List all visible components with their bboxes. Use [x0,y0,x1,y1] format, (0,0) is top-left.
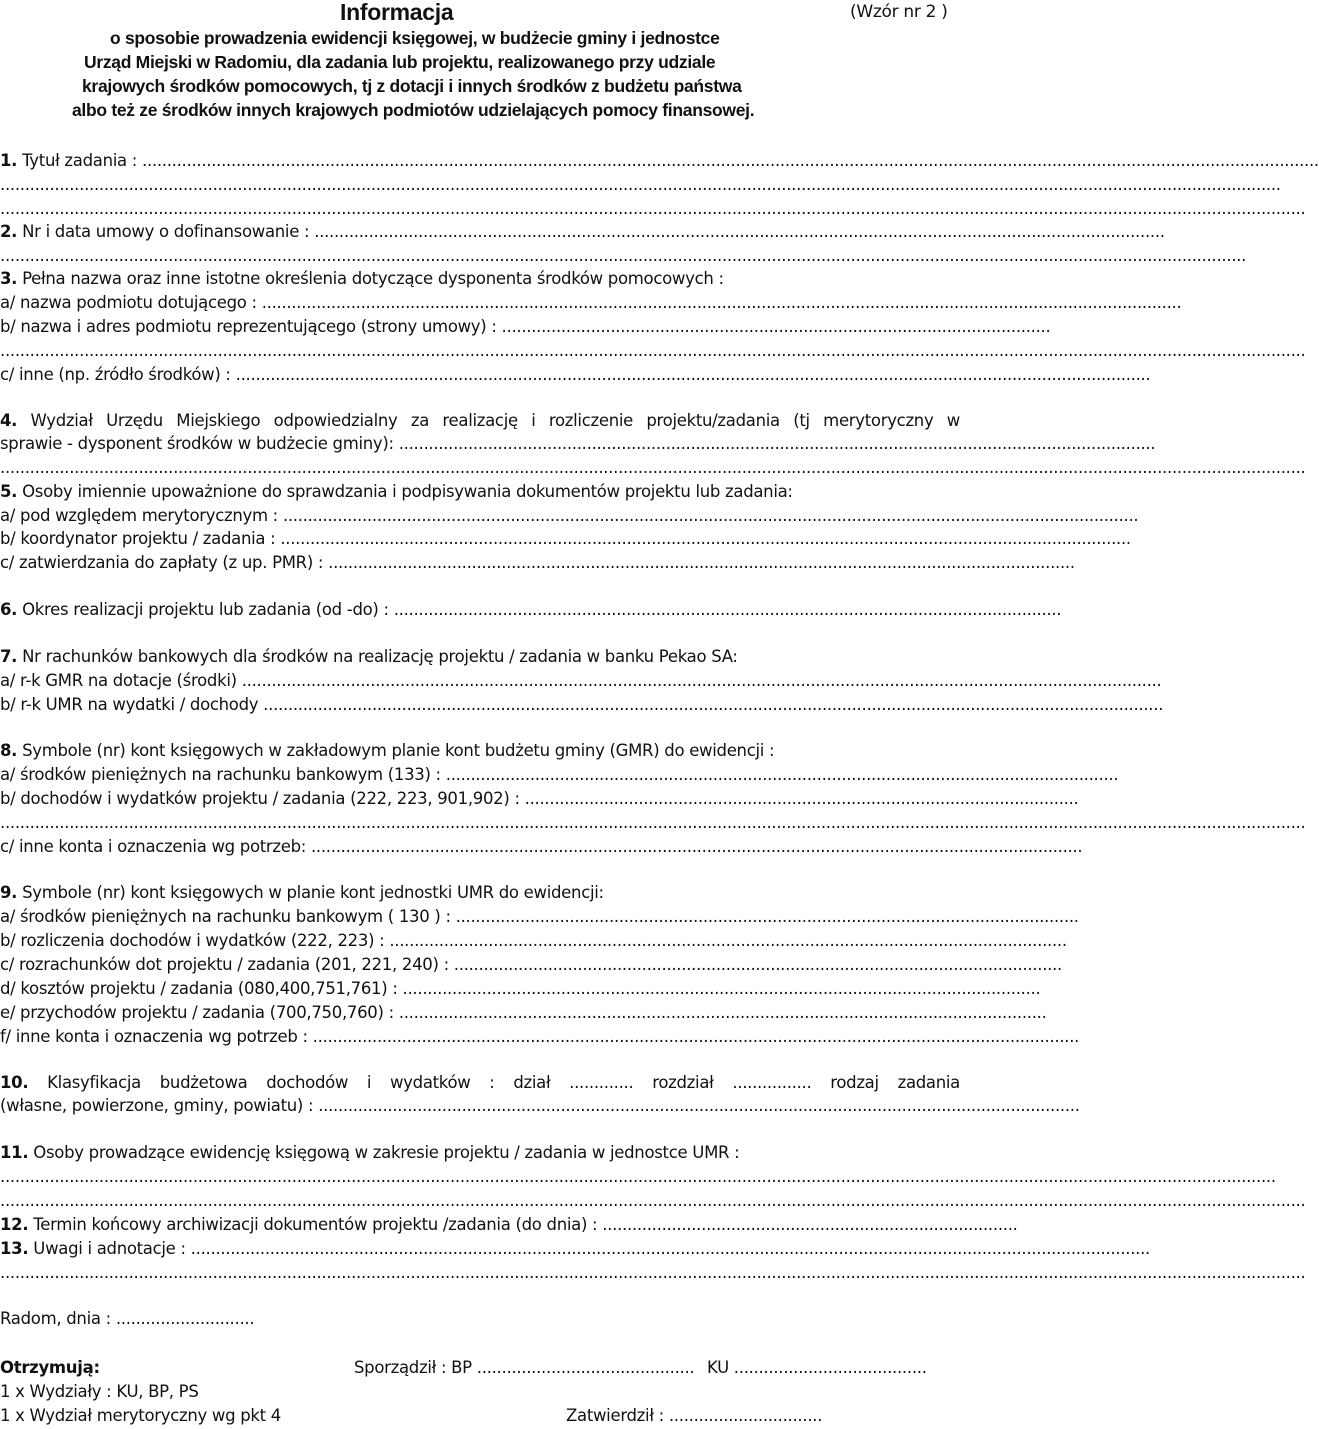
form-line [0,764,1119,786]
subtitle-line-2: Urząd Miejski w Radomiu, dla zadania lub projektu, realizowanego przy udziale [84,52,716,72]
item-number: 13. [0,1239,29,1258]
form-line [0,1166,1276,1188]
form-line [0,410,960,432]
subtitle-line-1: o sposobie prowadzenia ewidencji księgowej, w budżecie gminy i jednostce [110,28,720,48]
form-line [0,1072,960,1094]
line-text: a/ środków pieniężnych na rachunku bankowym (133) : ........................................................................................................................................ [0,765,1119,784]
form-line [0,812,1306,834]
form-line [0,340,1306,362]
item-number: 1. [0,151,18,170]
line-text: a/ środków pieniężnych na rachunku bankowym ( 130 ) : .............................................................................................................................. [0,907,1079,926]
footer-line-1: 1 x Wydziały : KU, BP, PS [0,1382,199,1401]
form-line [0,1142,960,1164]
form-line [0,694,1164,716]
item-number: 7. [0,647,18,666]
line-text: c/ inne konta i oznaczenia wg potrzeb: ............................................................................................................................................................ [0,837,1083,856]
footer-line-2: 1 x Wydział merytoryczny wg pkt 4 [0,1406,281,1425]
line-text: Okres realizacji projektu lub zadania (od -do) : ....................................................................................................................................... [17,600,1062,619]
line-text: ........................................................................................................................................................................................................................................................................ [0,1263,1306,1282]
item-number: 11. [0,1143,29,1162]
line-text: b/ dochodów i wydatków projektu / zadania (222, 223, 901,902) : ................................................................................................................ [0,789,1079,808]
form-line [0,245,1247,267]
line-text: b/ koordynator projektu / zadania : ............................................................................................................................................................................ [0,529,1131,548]
item-number: 6. [0,600,18,619]
form-line [0,882,960,904]
form-line [0,221,1165,243]
form-line [0,292,1182,314]
line-text: ............................................................................................................................................................................................................................................................ [0,246,1247,265]
form-line [0,1002,1047,1024]
form-line [0,954,1062,976]
line-text: Wydział Urzędu Miejskiego odpowiedzialny za realizację i rozliczenie projektu/zadania (tj merytoryczny w [17,411,960,430]
footer-ku: KU ....................................... [707,1358,927,1377]
line-text: sprawie - dysponent środków w budżecie gminy): ......................................................................................................................................................... [0,434,1156,453]
line-text: ........................................................................................................................................................................................................................................................................ [0,341,1306,360]
form-line [0,364,1151,386]
form-line [0,906,1079,928]
item-number: 9. [0,883,18,902]
form-line [0,670,1162,692]
item-number: 3. [0,269,18,288]
line-text: Nr i data umowy o dofinansowanie : ............................................................................................................................................................................ [17,222,1165,241]
line-text: c/ rozrachunków dot projektu / zadania (201, 221, 240) : ........................................................................................................................... [0,955,1062,974]
line-text: Osoby prowadzące ewidencję księgową w zakresie projektu / zadania w jednostce UMR : [28,1143,740,1162]
form-line [0,740,960,762]
line-text: Uwagi i adnotacje : .................................................................................................................................................................................................. [28,1239,1150,1258]
line-text: Osoby imiennie upoważnione do sprawdzania i podpisywania dokumentów projektu lub zadania: [17,482,793,501]
line-text: a/ nazwa podmiotu dotującego : .......................................................................................................................................................................................... [0,293,1182,312]
item-number: 2. [0,222,18,241]
line-text: d/ kosztów projektu / zadania (080,400,751,761) : ................................................................................................................................. [0,979,1041,998]
form-line [0,646,960,668]
line-text: ........................................................................................................................................................................................................................................................................ [0,1191,1306,1210]
item-number: 10. [0,1073,29,1092]
line-text: Symbole (nr) kont księgowych w zakładowym planie kont budżetu gminy (GMR) do ewidencji : [17,741,775,760]
line-text: (własne, powierzone, gminy, powiatu) : .......................................................................................................................................................... [0,1096,1080,1115]
line-text: ........................................................................................................................................................................................................................................................................ [0,458,1306,477]
line-text: Pełna nazwa oraz inne istotne określenia dotyczące dysponenta środków pomocowych : [17,269,724,288]
line-text: e/ przychodów projektu / zadania (700,750,760) : ................................................................................................................................... [0,1003,1047,1022]
line-text: Klasyfikacja budżetowa dochodów i wydatków : dział ............. rozdział ................ rodzaj zadania [28,1073,960,1092]
form-line [0,481,960,503]
subtitle-line-4: albo też ze środków innych krajowych podmiotów udzielających pomocy finansowej. [72,100,755,120]
item-number: 8. [0,741,18,760]
line-text: a/ r-k GMR na dotacje (środki) .......................................................................................................................................................................................... [0,671,1162,690]
form-line [0,433,1156,455]
form-line [0,528,1131,550]
form-line [0,1095,1080,1117]
line-text: b/ nazwa i adres podmiotu reprezentującego (strony umowy) : ............................................................................................................... [0,317,1051,336]
line-text: b/ rozliczenia dochodów i wydatków (222, 223) : ......................................................................................................................................... [0,931,1067,950]
form-line [0,930,1067,952]
form-line [0,836,1083,858]
line-text: Tytuł zadania : .............................................................................................................................................................................................................................................. [17,151,1319,170]
line-text: ........................................................................................................................................................................................................................................................................ [0,813,1306,832]
line-text: .................................................................................................................................................................................................................................................................. [0,1167,1276,1186]
form-line [0,1190,1306,1212]
line-text: Symbole (nr) kont księgowych w planie kont jednostki UMR do ewidencji: [17,883,604,902]
form-line [0,1026,1080,1048]
line-text: Nr rachunków bankowych dla środków na realizację projektu / zadania w banku Pekao SA: [17,647,738,666]
form-line [0,552,1075,574]
form-line [0,150,1319,172]
form-line [0,1214,1018,1236]
line-text: c/ zatwierdzania do zapłaty (z up. PMR) : ....................................................................................................................................................... [0,553,1075,572]
form-line [0,198,1306,220]
footer-sporzadzil: Sporządził : BP ............................................ [354,1358,695,1377]
form-line [0,978,1041,1000]
line-text: f/ inne konta i oznaczenia wg potrzeb : ........................................................................................................................................................... [0,1027,1080,1046]
form-line [0,174,1281,196]
line-text: c/ inne (np. źródło środków) : ......................................................................................................................................................................................... [0,365,1151,384]
form-number: (Wzór nr 2 ) [850,2,948,22]
footer-zatwierdzil: Zatwierdził : ............................... [566,1406,823,1425]
item-number: 5. [0,482,18,501]
form-line [0,505,1139,527]
subtitle-line-3: krajowych środków pomocowych, tj z dotacji i innych środków z budżetu państwa [82,76,742,96]
form-line [0,788,1079,810]
page-title: Informacja [340,0,454,25]
line-text: ........................................................................................................................................................................................................................................................................ [0,199,1306,218]
line-text: a/ pod względem merytorycznym : ............................................................................................................................................................................. [0,506,1139,525]
line-text: b/ r-k UMR na wydatki / dochody ...................................................................................................................................................................................... [0,695,1164,714]
form-line [0,457,1306,479]
line-text: Termin końcowy archiwizacji dokumentów projektu /zadania (do dnia) : .................................................................................... [28,1215,1018,1234]
footer-otrzymuja: Otrzymują: [0,1358,100,1377]
form-line [0,1262,1306,1284]
item-number: 4. [0,411,18,430]
line-text: ................................................................................................................................................................................................................................................................... [0,175,1281,194]
line-text: Radom, dnia : ............................ [0,1309,255,1328]
item-number: 12. [0,1215,29,1234]
form-line [0,1238,1150,1260]
form-line [0,599,1062,621]
form-line [0,268,960,290]
form-line [0,1308,255,1330]
form-line [0,316,1051,338]
